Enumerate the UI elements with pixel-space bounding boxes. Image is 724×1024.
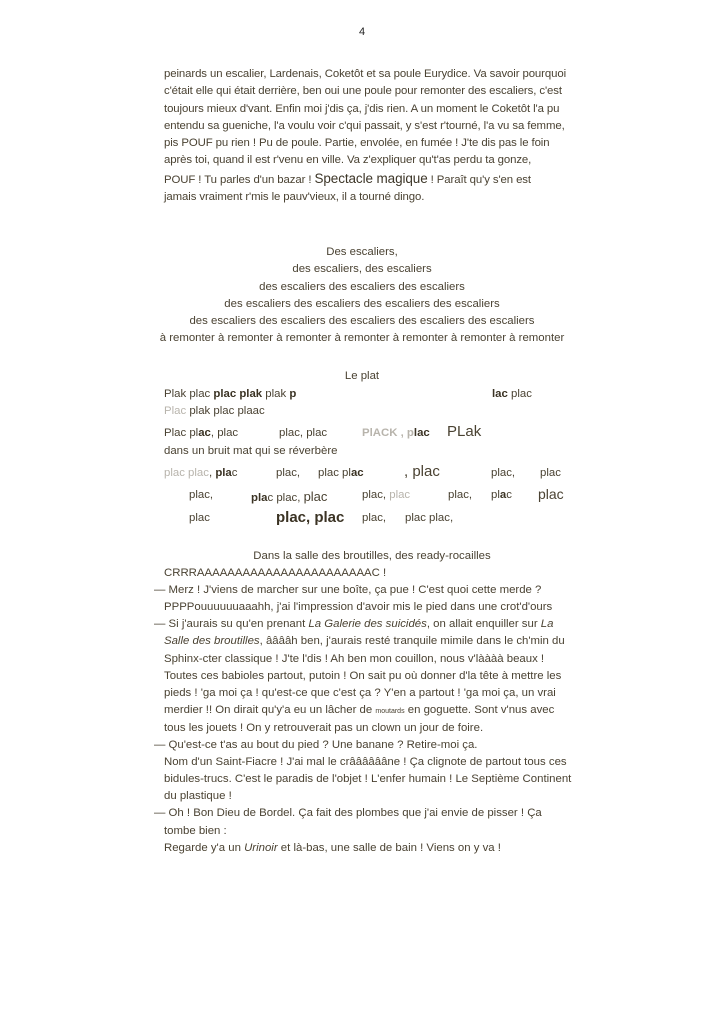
plat-row-6d: plac, [448,489,473,501]
plat-row-5e: plac, [491,467,516,479]
text-fragment: lac [413,427,430,439]
text-fragment: et là-bas, une salle de bain ! Viens on y va ! [277,841,501,854]
text-fragment: — Si j'aurais su qu'en prenant [154,618,309,631]
poem-line: des escaliers, des escaliers [292,263,432,276]
text-fragment: lac [492,388,508,400]
text-fragment: , [208,467,216,479]
plat-row-1-end [492,389,532,400]
plat-row-5f: plac [540,467,561,479]
text-line: CRRRAAAAAAAAAAAAAAAAAAAAAAAC ! [164,567,387,580]
text-line: Toutes ces babioles partout, putoin ! On sait pu où donner d'la tête à mettre les [164,669,562,682]
plat-row-5c [318,468,364,479]
spectacle-magique-text: Spectacle magique [314,170,428,186]
text-line: pis POUF pu rien ! Pu de poule. Partie, envolée, en fumée ! J'te dis pas le foin [164,137,550,150]
text-fragment: PlACK , p [362,427,414,439]
text-fragment: plac plak [213,388,263,400]
plat-row-5a [164,468,237,479]
poem-line: à remonter à remonter à remonter à remonter à remonter à remonter à remonter [159,332,565,345]
text-line [164,170,584,189]
text-line: du plastique ! [164,790,232,803]
staircase-poem [0,244,724,348]
text-fragment: Plak plac [164,388,214,400]
poem-line: Des escaliers, [326,246,398,258]
text-line: — Qu'est-ce t'as au bout du pied ? Une banane ? Retire-moi ça. [154,739,478,752]
plat-row-5b: plac, [276,467,301,479]
text-line [154,840,594,857]
text-fragment: plac, [362,489,390,501]
text-fragment: ac [198,427,211,439]
plat-row-7b: plac, plac [276,509,345,526]
text-fragment: p [289,388,297,400]
poem-line: des escaliers des escaliers des escaliers [259,280,465,293]
title-italic: La Galerie des suicidés [308,618,427,631]
text-line: c'était elle qui était derrière, ben oui une poule pour remonter des escaliers, c'est [164,85,562,98]
plat-row-3b: plac, plac [279,427,328,439]
text-fragment: Plac [164,405,187,417]
plat-row-3a [164,428,238,439]
plat-row-7d: plac plac, [405,512,454,524]
page-number: 4 [358,26,366,38]
plat-row-7a: plac [189,512,210,524]
plat-title: Le plat [344,370,380,382]
plat-row-6f: plac [538,486,564,502]
dialog-section [154,548,594,857]
text-line [154,702,594,720]
title-italic: Salle des broutilles [164,635,260,648]
text-fragment: plac pl [318,467,351,479]
text-fragment: pla [251,492,268,504]
plat-row-6a: plac, [189,489,214,501]
text-fragment: plak plac plaac [186,405,265,417]
scene-heading: Dans la salle des broutilles, des ready-rocailles [253,550,491,562]
text-line: Nom d'un Saint-Fiacre ! J'ai mal le crââââââne ! Ça clignote de partout tous ces [164,756,567,769]
text-line: tombe bien : [164,824,227,837]
title-italic: Urinoir [244,841,278,854]
text-line: après toi, quand il est r'venu en ville. Va z'expliquer qu't'as perdu ta gonze, [164,154,532,167]
text-fragment: plac [507,388,532,400]
text-line: toujours mieux d'vant. Enfin moi j'dis ça, j'dis rien. A un moment le Coketôt l'a pu [164,102,560,115]
text-line: pieds ! 'ga moi ça ! qu'est-ce que c'est ça ? Y'en a partout ! 'ga moi ça, un vrai [164,686,556,699]
text-fragment: , ââââh ben, j'aurais resté tranquile mimile dans le ch'min du [259,635,565,648]
plat-row-6e [491,490,512,501]
plat-row-5d: , plac [404,463,440,480]
plat-row-1 [164,389,296,400]
text-line: jamais vraiment r'mis le pauv'vieux, il a tourné dingo. [164,191,425,204]
text-line [154,633,594,650]
text-fragment: c [506,489,512,501]
title-italic: La [540,618,554,631]
plat-row-6b [251,490,327,504]
text-line: peinards un escalier, Lardenais, Coketôt et sa poule Eurydice. Va savoir pourquoi [164,68,566,80]
text-fragment: Regarde y'a un [164,841,245,854]
text-line: PPPPouuuuuuaaahh, j'ai l'impression d'avoir mis le pied dans une crot'd'ours [164,601,553,614]
opening-paragraph [164,66,584,206]
poem-line: des escaliers des escaliers des escaliers des escaliers des escaliers [189,315,535,328]
text-line: tous les jouets ! On y retrouverait pas un clown un jour de foire. [164,721,484,734]
text-fragment: pla [215,467,232,479]
plat-row-3d: PLak [447,423,482,440]
text-fragment: plac [389,489,411,501]
text-fragment: Plac pl [164,427,199,439]
text-line: — Merz ! J'viens de marcher sur une boîte, ça pue ! C'est quoi cette merde ? [154,584,542,597]
text-fragment: en goguette. Sont v'nus avec [404,703,555,716]
text-fragment: c [231,467,238,479]
text-fragment: ac [350,467,364,479]
poem-line: des escaliers des escaliers des escaliers des escaliers [224,297,500,310]
text-fragment: ! Paraît qu'y s'en est [427,173,531,186]
text-fragment: pl [491,489,500,501]
text-line: entendu sa gueniche, l'a voulu voir c'qui passait, y s'est r'tourné, l'a vu sa femme, [164,119,565,132]
text-fragment: plac plac [164,467,209,479]
text-fragment: a [499,489,507,501]
plat-row-6c [362,490,410,501]
text-line: bidules-trucs. C'est le paradis de l'objet ! L'enfer humain ! Le Septième Continent [164,773,572,786]
plat-row-3c [362,428,430,439]
text-fragment: , on allait enquiller sur [426,618,541,631]
text-line [154,616,594,633]
text-fragment: c plac, [267,492,304,504]
text-line: Sphinx-cter classique ! J'te l'dis ! Ah ben mon couillon, nous v'làààà beaux ! [164,652,545,665]
plat-row-7c: plac, [362,512,387,524]
small-word: moutards [375,707,405,715]
plat-row-2 [164,406,265,417]
text-line: — Oh ! Bon Dieu de Bordel. Ça fait des plombes que j'ai envie de pisser ! Ça [154,807,542,820]
text-fragment: plac [303,489,328,504]
text-fragment: plak [262,388,290,400]
plat-row-4: dans un bruit mat qui se réverbère [164,445,338,457]
text-fragment: POUF ! Tu parles d'un bazar ! [164,173,315,186]
text-fragment: , plac [210,427,239,439]
text-fragment: merdier !! On dirait qu'y'a eu un lâcher de [164,703,376,716]
